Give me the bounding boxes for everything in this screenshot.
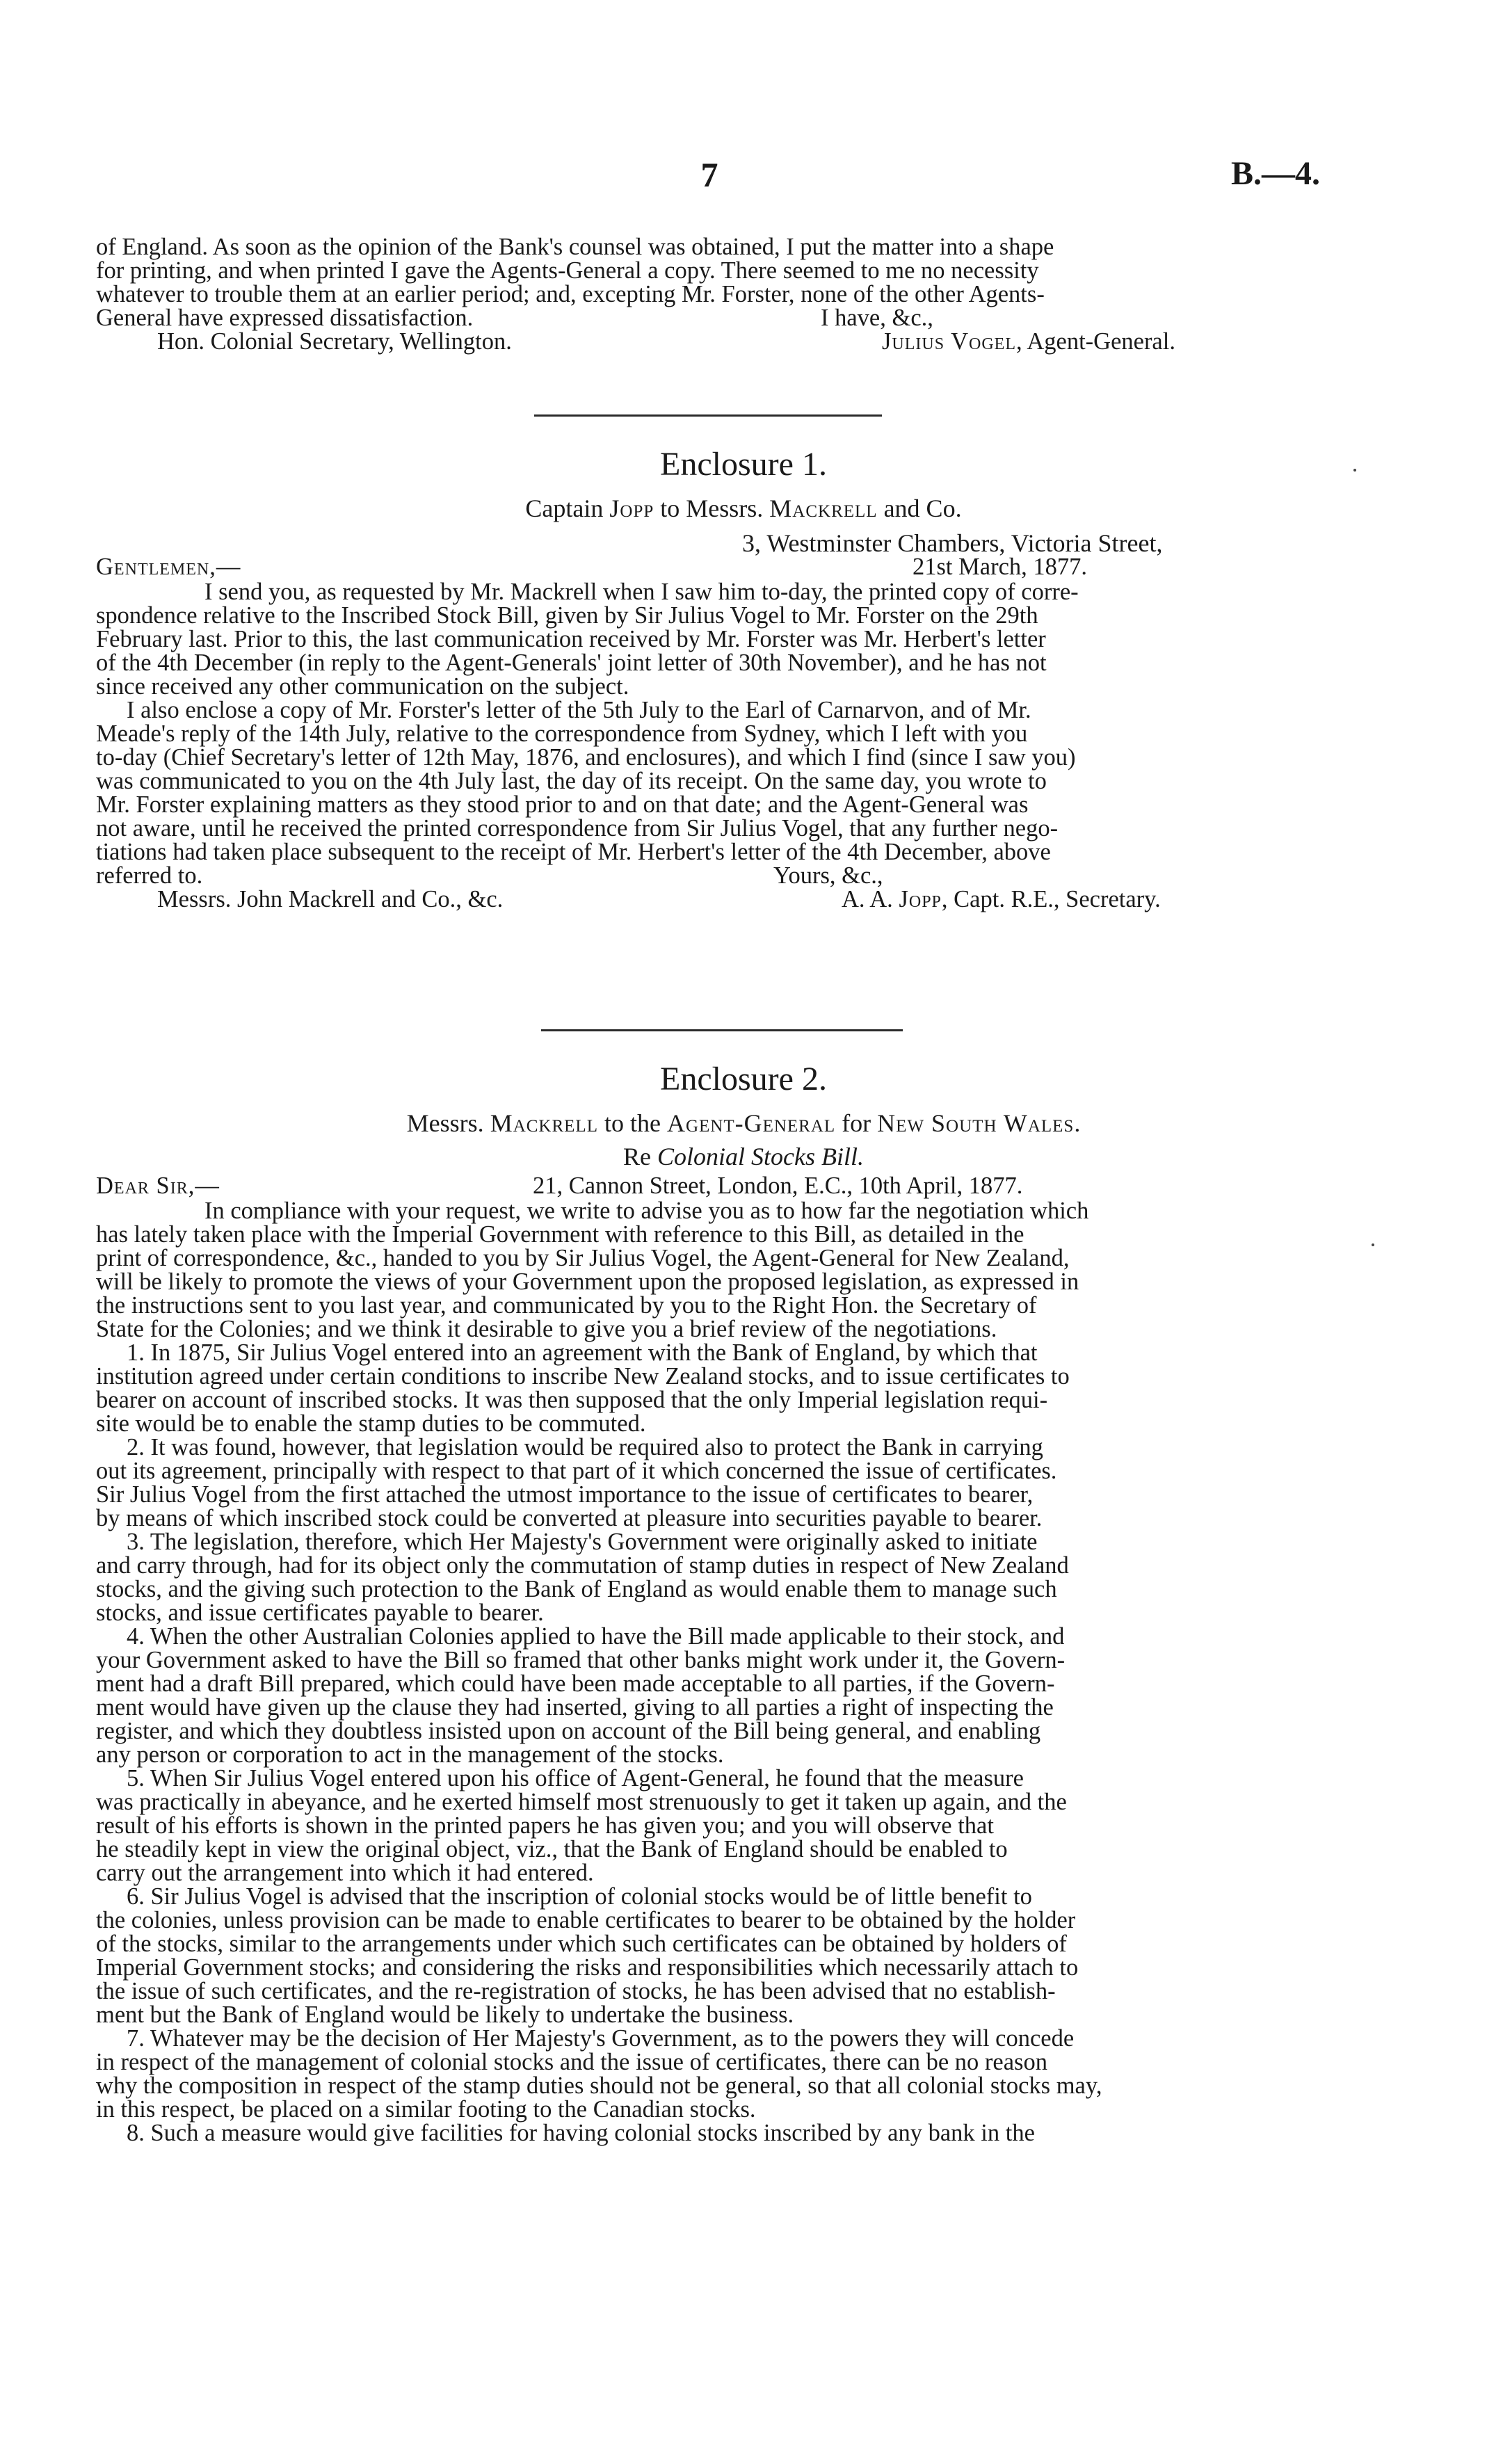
text-line: why the composition in respect of the stamp duties should not be general, so that all colonial stocks may, bbox=[96, 2072, 1102, 2099]
heading-text: to Messrs. bbox=[660, 494, 764, 522]
signature-name: Julius Vogel bbox=[882, 328, 1016, 355]
addressee: Hon. Colonial Secretary, Wellington. bbox=[157, 328, 512, 355]
text-line: print of correspondence, &c., handed to you by Sir Julius Vogel, the Agent-General for New Zealand, bbox=[96, 1245, 1070, 1271]
text-line: the instructions sent to you last year, and communicated by you to the Right Hon. the Secretary of bbox=[96, 1292, 1037, 1319]
text-line: was practically in abeyance, and he exerted himself most strenuously to get it taken up again, and the bbox=[96, 1789, 1067, 1815]
text-line: 8. Such a measure would give facilities for having colonial stocks inscribed by any bank in the bbox=[127, 2120, 1035, 2146]
section-divider bbox=[534, 414, 882, 417]
text-line: your Government asked to have the Bill so framed that other banks might work under it, the Govern- bbox=[96, 1647, 1066, 1673]
text-line: of England. As soon as the opinion of the Bank's counsel was obtained, I put the matter into a shape bbox=[96, 234, 1054, 260]
text-line: In compliance with your request, we write to advise you as to how far the negotiation which bbox=[204, 1198, 1089, 1224]
enclosure-2-subject bbox=[0, 1142, 1487, 1171]
text-line: Mr. Forster explaining matters as they stood prior to and on that date; and the Agent-General was bbox=[96, 791, 1029, 818]
enclosure-1-body bbox=[96, 555, 1321, 914]
section-divider bbox=[541, 1029, 903, 1031]
signature-name: Jopp bbox=[899, 886, 942, 912]
heading-name: New South Wales bbox=[877, 1109, 1075, 1137]
enclosure-1-heading bbox=[0, 494, 1487, 523]
text-line: and carry through, had for its object only the commutation of stamp duties in respect of New Zealand bbox=[96, 1552, 1069, 1579]
heading-name: Agent-General bbox=[666, 1109, 836, 1137]
text-line: of the 4th December (in reply to the Agent-Generals' joint letter of 30th November), and he has not bbox=[96, 650, 1047, 676]
text-line: in respect of the management of colonial stocks and the issue of certificates, there can be no reason bbox=[96, 2049, 1047, 2075]
closing: Yours, &c., bbox=[773, 862, 883, 889]
text-line: 1. In 1875, Sir Julius Vogel entered into an agreement with the Bank of England, by which that bbox=[127, 1339, 1038, 1366]
text-line: in this respect, be placed on a similar footing to the Canadian stocks. bbox=[96, 2096, 756, 2123]
text-line: February last. Prior to this, the last communication received by Mr. Forster was Mr. Herbert's letter bbox=[96, 626, 1046, 652]
letter-address-date: 21, Cannon Street, London, E.C., 10th April, 1877. bbox=[533, 1173, 1023, 1199]
signature bbox=[842, 887, 1161, 911]
text-line: ment but the Bank of England would be likely to undertake the business. bbox=[96, 2002, 794, 2028]
heading-text: for bbox=[842, 1109, 871, 1137]
text-line: the colonies, unless provision can be made to enable certificates to bearer to be obtained by the holder bbox=[96, 1907, 1076, 1933]
scan-speck bbox=[1372, 1243, 1374, 1246]
text-line: to-day (Chief Secretary's letter of 12th May, 1876, and enclosures), and which I find (since I saw you) bbox=[96, 744, 1076, 771]
text-line: stocks, and issue certificates payable to bearer. bbox=[96, 1600, 544, 1626]
text-line: register, and which they doubtless insisted upon on account of the Bill being general, and enabling bbox=[96, 1718, 1041, 1744]
salutation: Dear Sir,— bbox=[96, 1173, 220, 1199]
text-line: 4. When the other Australian Colonies applied to have the Bill made applicable to their stock, and bbox=[127, 1623, 1065, 1650]
heading-text: and Co. bbox=[883, 494, 962, 522]
text-line: carry out the arrangement into which it had entered. bbox=[96, 1860, 594, 1886]
subject-prefix: Re bbox=[623, 1143, 651, 1170]
text-line: I also enclose a copy of Mr. Forster's letter of the 5th July to the Earl of Carnarvon, and of Mr. bbox=[127, 697, 1031, 723]
signature-title: , Agent-General. bbox=[1016, 328, 1175, 355]
enclosure-2-body bbox=[96, 1174, 1321, 2145]
text-line: General have expressed dissatisfaction. bbox=[96, 305, 474, 331]
text-line: Sir Julius Vogel from the first attached the utmost importance to the issue of certificates to bearer, bbox=[96, 1481, 1034, 1508]
text-line: not aware, until he received the printed correspondence from Sir Julius Vogel, that any further nego- bbox=[96, 815, 1059, 842]
text-line: 2. It was found, however, that legislation would be required also to protect the Bank in carrying bbox=[127, 1434, 1043, 1460]
heading-text: . bbox=[1074, 1109, 1081, 1137]
text-line: for printing, and when printed I gave the Agents-General a copy. There seemed to me no necessity bbox=[96, 257, 1039, 284]
heading-text: to the bbox=[604, 1109, 661, 1137]
text-line: 5. When Sir Julius Vogel entered upon his office of Agent-General, he found that the measure bbox=[127, 1765, 1024, 1791]
text-line: 6. Sir Julius Vogel is advised that the inscription of colonial stocks would be of little benefit to bbox=[127, 1883, 1032, 1910]
text-line: bearer on account of inscribed stocks. It was then supposed that the only Imperial legislation requi- bbox=[96, 1387, 1048, 1413]
subject-title: Colonial Stocks Bill. bbox=[657, 1143, 864, 1170]
text-line: spondence relative to the Inscribed Stock Bill, given by Sir Julius Vogel to Mr. Forster on the 29th bbox=[96, 602, 1038, 629]
text-line: Imperial Government stocks; and considering the risks and responsibilities which necessarily attach to bbox=[96, 1954, 1079, 1981]
text-line: by means of which inscribed stock could be converted at pleasure into securities payable to bearer. bbox=[96, 1505, 1043, 1531]
text-line: result of his efforts is shown in the printed papers he has given you; and you will observe that bbox=[96, 1812, 994, 1839]
text-line: 7. Whatever may be the decision of Her Majesty's Government, as to the powers they will concede bbox=[127, 2025, 1075, 2052]
text-line: out its agreement, principally with respect to that part of it which concerned the issue of certificates. bbox=[96, 1458, 1057, 1484]
text-line: site would be to enable the stamp duties to be commuted. bbox=[96, 1410, 646, 1437]
text-line: 3. The legislation, therefore, which Her Majesty's Government were originally asked to initiate bbox=[127, 1529, 1038, 1555]
text-line: any person or corporation to act in the management of the stocks. bbox=[96, 1741, 724, 1768]
text-line: ment had a draft Bill prepared, which could have been made acceptable to all parties, if the Govern- bbox=[96, 1670, 1055, 1697]
text-line: referred to. bbox=[96, 862, 203, 889]
signature bbox=[882, 330, 1175, 353]
signature-initials: A. A. bbox=[842, 886, 893, 912]
text-line: institution agreed under certain conditions to inscribe New Zealand stocks, and to issue certificates to bbox=[96, 1363, 1070, 1390]
text-line: tiations had taken place subsequent to the receipt of Mr. Herbert's letter of the 4th December, above bbox=[96, 839, 1051, 865]
text-line: ment would have given up the clause they had inserted, giving to all parties a right of inspecting the bbox=[96, 1694, 1054, 1721]
enclosure-2-title: Enclosure 2. bbox=[660, 1061, 827, 1097]
text-line: whatever to trouble them at an earlier period; and, excepting Mr. Forster, none of the other Agents- bbox=[96, 281, 1045, 307]
salutation: Gentlemen,— bbox=[96, 554, 241, 580]
enclosure-1-title: Enclosure 1. bbox=[660, 446, 827, 483]
intro-section bbox=[96, 235, 1321, 356]
heading-name: Jopp bbox=[609, 494, 654, 522]
letter-date: 21st March, 1877. bbox=[913, 554, 1088, 580]
heading-name: Mackrell bbox=[490, 1109, 598, 1137]
text-line: he steadily kept in view the original object, viz., that the Bank of England should be enabled to bbox=[96, 1836, 1008, 1862]
text-line: the issue of such certificates, and the re-registration of stocks, he has been advised that no establish- bbox=[96, 1978, 1056, 2004]
signature-title: , Capt. R.E., Secretary. bbox=[941, 886, 1161, 912]
heading-text: Messrs. bbox=[406, 1109, 484, 1137]
heading-name: Mackrell bbox=[769, 494, 878, 522]
heading-text: Captain bbox=[525, 494, 604, 522]
closing: I have, &c., bbox=[821, 305, 933, 331]
text-line: I send you, as requested by Mr. Mackrell when I saw him to-day, the printed copy of corre- bbox=[204, 579, 1079, 605]
text-line: has lately taken place with the Imperial Government with reference to this Bill, as detailed in the bbox=[96, 1221, 1024, 1248]
document-reference: B.—4. bbox=[1230, 155, 1320, 192]
text-line: State for the Colonies; and we think it desirable to give you a brief review of the negotiations. bbox=[96, 1316, 997, 1342]
addressee: Messrs. John Mackrell and Co., &c. bbox=[157, 886, 504, 912]
text-line: was communicated to you on the 4th July last, the day of its receipt. On the same day, you wrote to bbox=[96, 768, 1047, 794]
enclosure-2-heading bbox=[0, 1109, 1487, 1138]
text-line: since received any other communication on the subject. bbox=[96, 673, 629, 700]
text-line: will be likely to promote the views of your Government upon the proposed legislation, as expressed in bbox=[96, 1269, 1079, 1295]
enclosure-1-address: 3, Westminster Chambers, Victoria Street, bbox=[742, 529, 1163, 557]
text-line: of the stocks, similar to the arrangements under which such certificates can be obtained by holders of bbox=[96, 1931, 1067, 1957]
text-line: Meade's reply of the 14th July, relative to the correspondence from Sydney, which I left with you bbox=[96, 720, 1028, 747]
text-line: stocks, and the giving such protection to the Bank of England as would enable them to manage such bbox=[96, 1576, 1057, 1602]
page-number: 7 bbox=[700, 155, 718, 194]
